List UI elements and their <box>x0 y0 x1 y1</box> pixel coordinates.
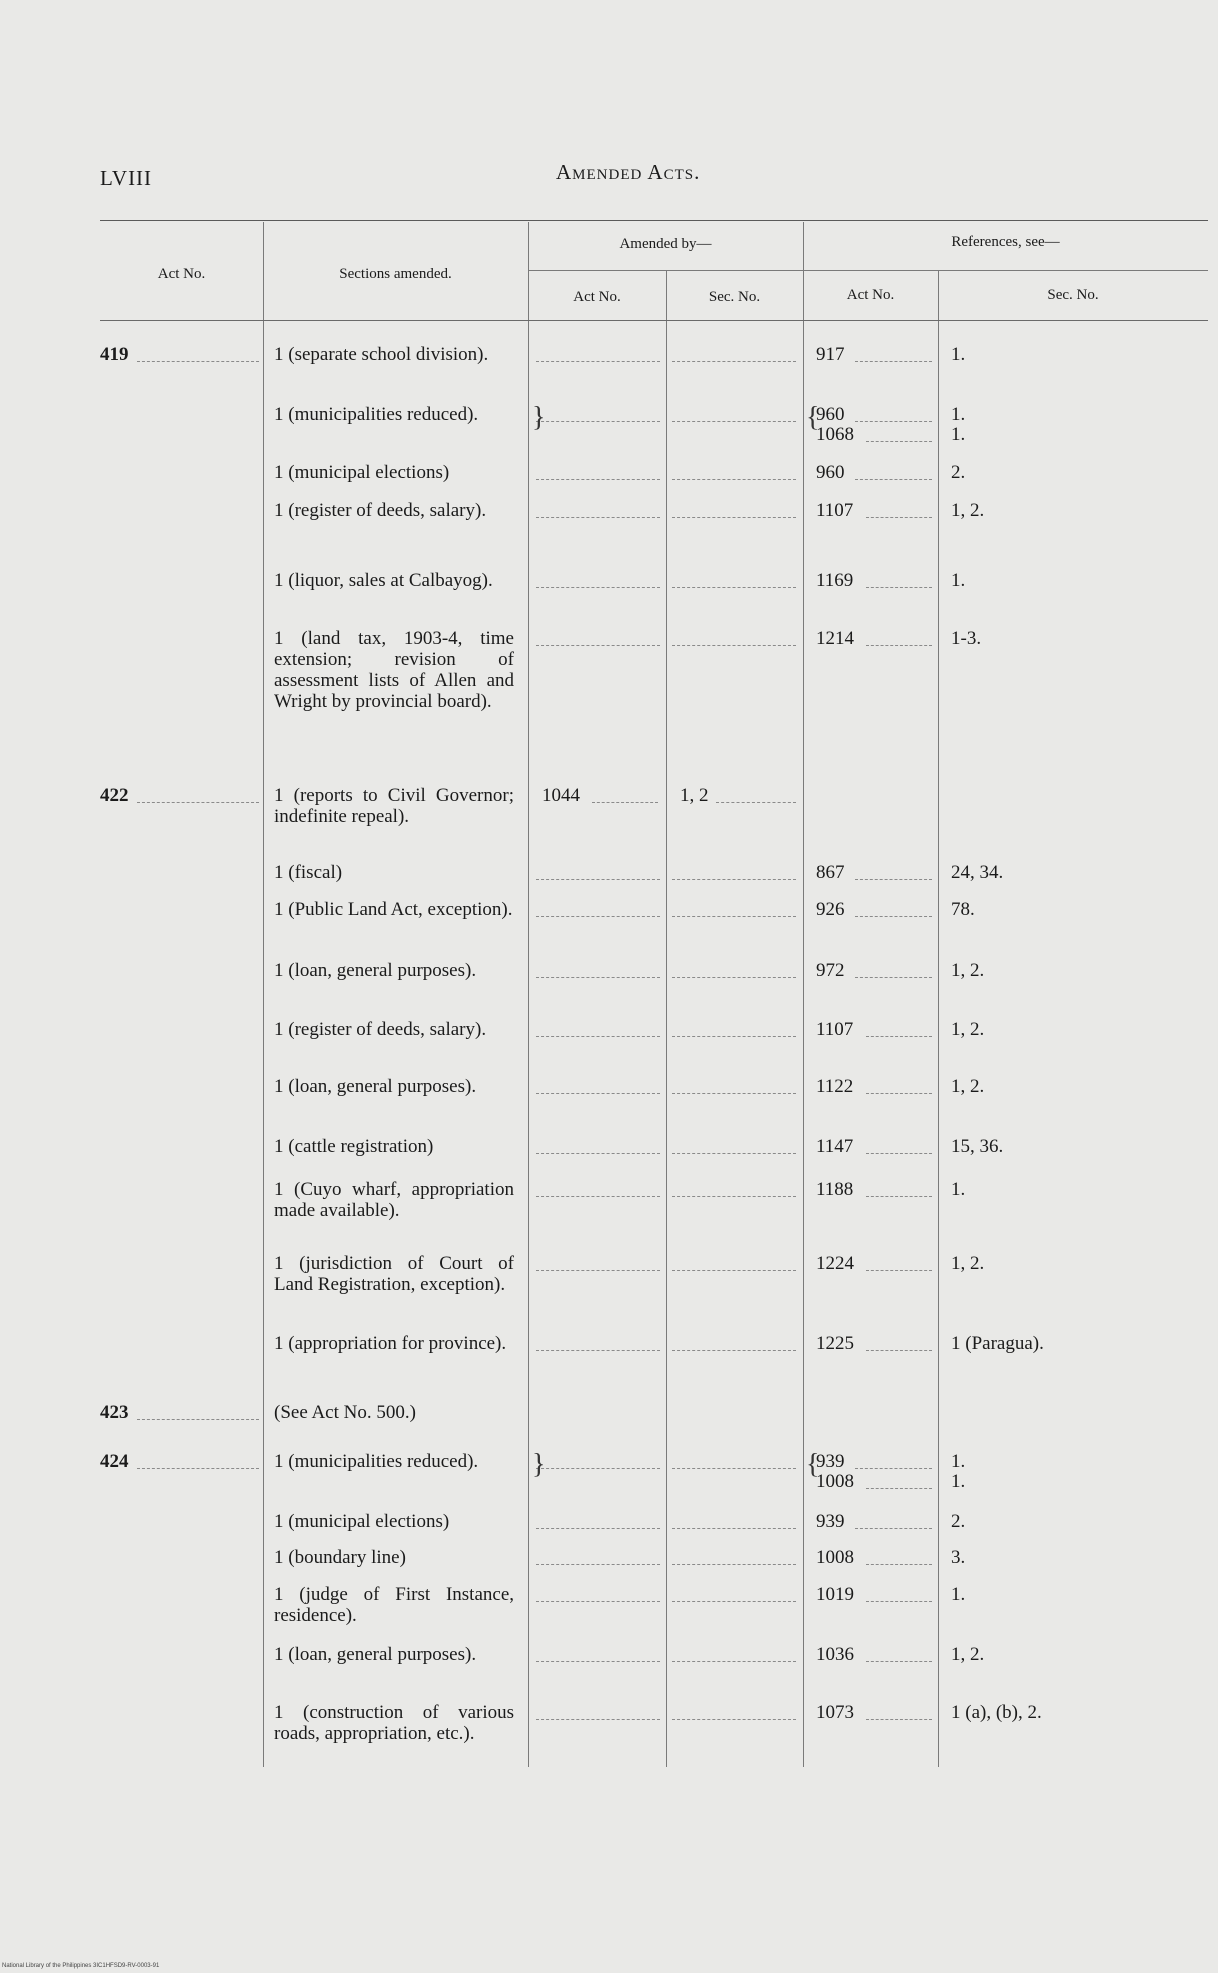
leader-dots <box>672 1661 796 1662</box>
ref-sec-no: 1, 2. <box>951 1019 985 1040</box>
section-description: (See Act No. 500.) <box>274 1402 416 1423</box>
column-divider <box>803 222 804 1767</box>
leader-dots <box>137 1419 259 1420</box>
leader-dots <box>866 1564 932 1565</box>
section-description: 1 (register of deeds, salary). <box>274 1019 487 1040</box>
leader-dots <box>536 361 660 362</box>
ref-sec-no: 2. <box>951 462 966 483</box>
ref-sec-no: 1, 2. <box>951 500 985 521</box>
leader-dots <box>716 802 796 803</box>
ref-act-no: 1214 <box>816 628 854 649</box>
ref-act-no: 1068 <box>816 424 854 445</box>
header-act-no: Act No. <box>157 266 206 282</box>
leader-dots <box>536 1093 660 1094</box>
ref-act-no: 1169 <box>816 570 854 591</box>
section-description: 1 (Cuyo wharf, appropriation made available). <box>274 1179 514 1221</box>
leader-dots <box>672 421 796 422</box>
ref-sec-no: 1. <box>951 404 966 425</box>
leader-dots <box>855 421 932 422</box>
leader-dots <box>536 587 660 588</box>
leader-dots <box>536 1350 660 1351</box>
brace-mark: } <box>532 402 546 433</box>
leader-dots <box>672 1468 796 1469</box>
leader-dots <box>536 1196 660 1197</box>
leader-dots <box>866 587 932 588</box>
leader-dots <box>137 1468 259 1469</box>
ref-sec-no: 1. <box>951 570 966 591</box>
section-description: 1 (jurisdiction of Court of Land Registration, exception). <box>274 1253 514 1295</box>
ref-act-no: 960 <box>816 462 845 483</box>
section-description: 1 (municipalities reduced). <box>274 404 479 425</box>
leader-dots <box>536 1719 660 1720</box>
ref-sec-no: 1. <box>951 1451 966 1472</box>
brace-mark: { <box>806 402 820 433</box>
leader-dots <box>137 361 259 362</box>
leader-dots <box>536 977 660 978</box>
leader-dots <box>672 1350 796 1351</box>
ref-act-no: 960 <box>816 404 845 425</box>
leader-dots <box>866 1093 932 1094</box>
leader-dots <box>536 879 660 880</box>
leader-dots <box>536 1468 660 1469</box>
ref-act-no: 939 <box>816 1511 845 1532</box>
ref-sec-no: 1 (Paragua). <box>951 1333 1044 1354</box>
ref-sec-no: 1-3. <box>951 628 982 649</box>
leader-dots <box>536 1270 660 1271</box>
header-ref-sec-no: Sec. No. <box>1047 287 1099 303</box>
ref-sec-no: 1, 2. <box>951 1644 985 1665</box>
leader-dots <box>866 517 932 518</box>
ref-act-no: 1122 <box>816 1076 854 1097</box>
leader-dots <box>672 977 796 978</box>
leader-dots <box>855 479 932 480</box>
ref-sec-no: 1. <box>951 424 966 445</box>
leader-dots <box>866 1270 932 1271</box>
leader-dots <box>672 1601 796 1602</box>
leader-dots <box>855 1468 932 1469</box>
header-references: References, see— <box>951 234 1060 250</box>
brace-mark: } <box>532 1449 546 1480</box>
ref-act-no: 1147 <box>816 1136 854 1157</box>
leader-dots <box>855 977 932 978</box>
section-description: 1 (boundary line) <box>274 1547 406 1568</box>
ref-sec-no: 1. <box>951 344 966 365</box>
ref-act-no: 1225 <box>816 1333 854 1354</box>
leader-dots <box>536 1564 660 1565</box>
header-amended-by: Amended by— <box>619 236 712 252</box>
section-description: 1 (fiscal) <box>274 862 343 883</box>
footer-credit: National Library of the Philippines 3IC1HFSD9-RV-0003-91 <box>2 1963 160 1969</box>
section-description: 1 (land tax, 1903-4, time extension; revision of assessment lists of Allen and Wright by provincial board). <box>274 628 514 712</box>
amended-sec-no: 1, 2 <box>680 785 709 806</box>
section-description: 1 (appropriation for province). <box>274 1333 507 1354</box>
leader-dots <box>536 1601 660 1602</box>
leader-dots <box>855 1528 932 1529</box>
column-divider <box>938 270 939 1767</box>
leader-dots <box>536 421 660 422</box>
act-number: 422 <box>100 785 129 806</box>
section-description: 1 (register of deeds, salary). <box>274 500 487 521</box>
leader-dots <box>672 1093 796 1094</box>
act-number: 424 <box>100 1451 129 1472</box>
running-title: Amended Acts. <box>556 160 701 184</box>
act-number: 423 <box>100 1402 129 1423</box>
leader-dots <box>866 1153 932 1154</box>
ref-act-no: 1008 <box>816 1471 854 1492</box>
leader-dots <box>536 916 660 917</box>
ref-act-no: 1008 <box>816 1547 854 1568</box>
header-sections-amended: Sections amended. <box>339 266 452 282</box>
leader-dots <box>672 1196 796 1197</box>
column-divider <box>528 222 529 1767</box>
section-description: 1 (cattle registration) <box>274 1136 434 1157</box>
leader-dots <box>536 645 660 646</box>
ref-sec-no: 24, 34. <box>951 862 1004 883</box>
leader-dots <box>866 1196 932 1197</box>
leader-dots <box>536 1036 660 1037</box>
section-description: 1 (reports to Civil Governor; indefinite repeal). <box>274 785 514 827</box>
ref-sec-no: 78. <box>951 899 975 920</box>
leader-dots <box>866 645 932 646</box>
act-number: 419 <box>100 344 129 365</box>
header-ref-act-no: Act No. <box>846 287 895 303</box>
leader-dots <box>672 1036 796 1037</box>
ref-act-no: 1107 <box>816 1019 854 1040</box>
leader-dots <box>672 1564 796 1565</box>
header-amended-sec-no: Sec. No. <box>708 289 761 305</box>
ref-act-no: 1036 <box>816 1644 854 1665</box>
leader-dots <box>592 802 658 803</box>
ref-sec-no: 1, 2. <box>951 1076 985 1097</box>
subheader-rule <box>528 270 1208 271</box>
leader-dots <box>855 916 932 917</box>
ref-sec-no: 1. <box>951 1471 966 1492</box>
section-description: 1 (loan, general purposes). <box>274 960 477 981</box>
ref-act-no: 1019 <box>816 1584 854 1605</box>
leader-dots <box>866 1601 932 1602</box>
leader-dots <box>536 1528 660 1529</box>
leader-dots <box>672 916 796 917</box>
table-top-rule <box>100 220 1208 221</box>
leader-dots <box>866 1488 932 1489</box>
ref-act-no: 972 <box>816 960 845 981</box>
ref-act-no: 926 <box>816 899 845 920</box>
leader-dots <box>672 517 796 518</box>
leader-dots <box>866 1036 932 1037</box>
section-description: 1 (liquor, sales at Calbayog). <box>274 570 493 591</box>
section-description: 1 (municipalities reduced). <box>274 1451 479 1472</box>
section-description: 1 (municipal elections) <box>274 1511 450 1532</box>
ref-sec-no: 3. <box>951 1547 966 1568</box>
leader-dots <box>672 879 796 880</box>
section-description: 1 (loan, general purposes). <box>274 1076 477 1097</box>
leader-dots <box>855 879 932 880</box>
ref-sec-no: 15, 36. <box>951 1136 1004 1157</box>
leader-dots <box>536 1153 660 1154</box>
ref-act-no: 1073 <box>816 1702 854 1723</box>
leader-dots <box>866 1350 932 1351</box>
leader-dots <box>536 1661 660 1662</box>
leader-dots <box>536 479 660 480</box>
ref-sec-no: 1. <box>951 1179 966 1200</box>
ref-act-no: 939 <box>816 1451 845 1472</box>
section-description: 1 (judge of First Instance, residence). <box>274 1584 514 1626</box>
page-folio: LVIII <box>100 166 153 190</box>
ref-act-no: 917 <box>816 344 845 365</box>
leader-dots <box>672 361 796 362</box>
leader-dots <box>672 479 796 480</box>
leader-dots <box>866 1719 932 1720</box>
ref-sec-no: 1 (a), (b), 2. <box>951 1702 1042 1723</box>
section-description: 1 (construction of various roads, appropriation, etc.). <box>274 1702 514 1744</box>
leader-dots <box>855 361 932 362</box>
ref-act-no: 1107 <box>816 500 854 521</box>
section-description: 1 (separate school division). <box>274 344 489 365</box>
brace-mark: { <box>806 1449 820 1480</box>
section-description: 1 (municipal elections) <box>274 462 450 483</box>
leader-dots <box>672 1719 796 1720</box>
ref-sec-no: 1, 2. <box>951 1253 985 1274</box>
column-divider <box>666 270 667 1767</box>
leader-dots <box>672 1528 796 1529</box>
amended-act-no: 1044 <box>542 785 580 806</box>
section-description: 1 (Public Land Act, exception). <box>274 899 513 920</box>
leader-dots <box>672 1270 796 1271</box>
ref-sec-no: 2. <box>951 1511 966 1532</box>
column-divider <box>263 222 264 1767</box>
ref-act-no: 867 <box>816 862 845 883</box>
section-description: 1 (loan, general purposes). <box>274 1644 477 1665</box>
ref-act-no: 1224 <box>816 1253 854 1274</box>
leader-dots <box>672 587 796 588</box>
leader-dots <box>866 441 932 442</box>
leader-dots <box>536 517 660 518</box>
leader-dots <box>672 1153 796 1154</box>
leader-dots <box>866 1661 932 1662</box>
leader-dots <box>672 645 796 646</box>
ref-sec-no: 1, 2. <box>951 960 985 981</box>
header-bottom-rule <box>100 320 1208 321</box>
leader-dots <box>137 802 259 803</box>
ref-sec-no: 1. <box>951 1584 966 1605</box>
header-amended-act-no: Act No. <box>573 289 621 305</box>
ref-act-no: 1188 <box>816 1179 854 1200</box>
